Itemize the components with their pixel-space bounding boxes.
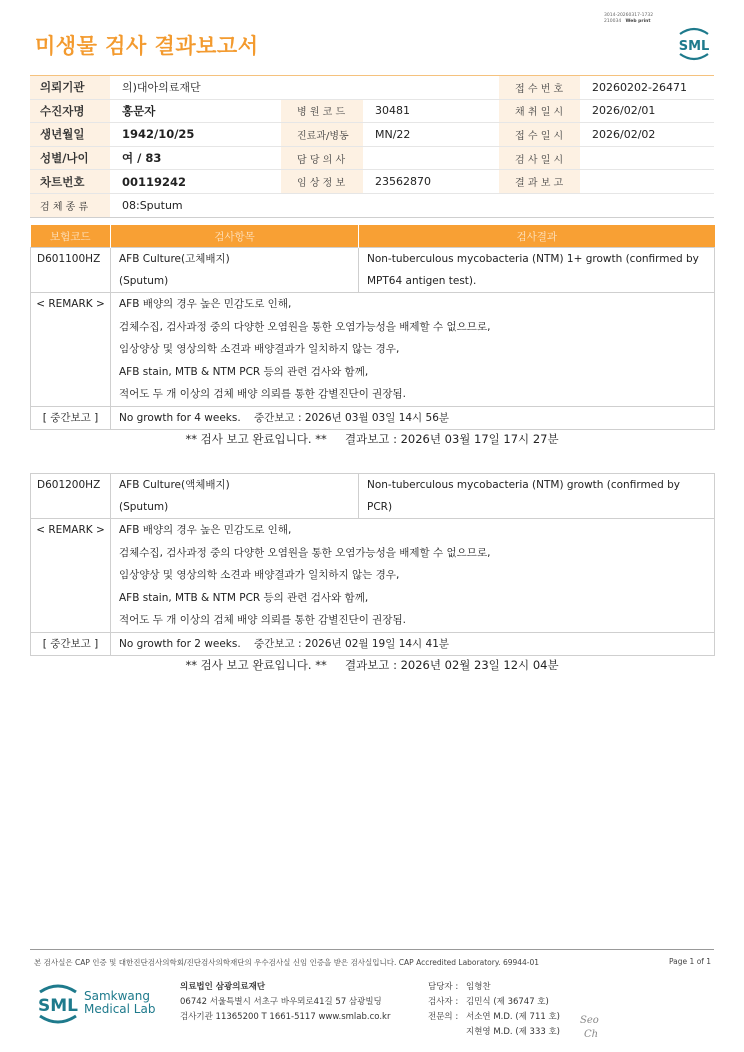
birth-value: 1942/10/25 — [110, 123, 281, 147]
interim-label: [ 중간보고 ] — [31, 632, 111, 655]
clinical-label: 임 상 정 보 — [281, 170, 363, 194]
sex-age-label: 성별/나이 — [30, 146, 110, 170]
info-row — [30, 76, 714, 100]
staff-name: 지현영 M.D. (제 333 호) — [466, 1027, 561, 1037]
test-code: D601200HZ — [31, 474, 111, 519]
test-result: Non-tuberculous mycobacteria (NTM) growth (confirmed by PCR) — [359, 474, 715, 519]
staff-name: 임형찬 — [466, 982, 491, 992]
remark-row — [31, 519, 715, 633]
institution-label: 의뢰기관 — [30, 76, 110, 100]
completion-line-1: ** 검사 보고 완료입니다. ** 결과보고 : 2026년 03월 17일 17시 27분 — [185, 432, 559, 446]
print-code: 3014-20260317-1732 — [604, 13, 654, 18]
test-code: D601100HZ — [31, 248, 111, 293]
collect-date-label: 채 취 일 시 — [499, 99, 580, 123]
completion-line-2: ** 검사 보고 완료입니다. ** 결과보고 : 2026년 02월 23일 12시 04분 — [185, 658, 559, 672]
test-item: AFB Culture(액체배지) (Sputum) — [111, 474, 359, 519]
interim-text: No growth for 2 weeks. 중간보고 : 2026년 02월 19일 14시 41분 — [111, 632, 715, 655]
sml-logo-icon — [675, 26, 713, 66]
patient-info-table — [30, 75, 714, 218]
receipt-no-label: 접 수 번 호 — [499, 76, 580, 100]
patient-value: 홍문자 — [110, 99, 281, 123]
interim-row — [31, 632, 715, 655]
logo-text: SML — [678, 39, 710, 54]
chart-label: 차트번호 — [30, 170, 110, 194]
staff-label: 전문의 : — [428, 1012, 459, 1022]
org-street: 06742 서울특별시 서초구 바우뫼로41길 57 삼광빌딩 — [180, 997, 382, 1007]
remark-label: < REMARK > — [31, 293, 111, 407]
report-title: 미생물 검사 결과보고서 — [35, 34, 259, 58]
result-table-1 — [30, 225, 715, 430]
test-row — [31, 474, 715, 519]
staff-list — [428, 980, 560, 1040]
chart-value: 00119242 — [110, 170, 281, 194]
column-code-header: 보험코드 — [31, 225, 111, 248]
footer-divider — [30, 949, 714, 950]
test-date-label: 검 사 일 시 — [499, 146, 580, 170]
staff-name: 김민식 (제 36747 호) — [466, 997, 549, 1007]
institution-value: 의)대아의료재단 — [110, 76, 499, 100]
doctor-label: 담 당 의 사 — [281, 146, 363, 170]
remark-text: AFB 배양의 경우 높은 민감도로 인해, 검체수집, 검사과정 중의 다양한 오염원을 통한 오염가능성을 배제할 수 없으므로, 임상양상 및 영상의학 소견과 배양결과가 일치하지 않는 경우, AFB stain, MTB & NTM PCR 등의 관련 검사와 함께, 적어도 두 개 이상의 검체 배양 의뢰를 통한 감별진단이 권장됨. — [111, 519, 715, 633]
doctor-value — [363, 146, 499, 170]
print-id — [604, 13, 653, 25]
test-result: Non-tuberculous mycobacteria (NTM) 1+ growth (confirmed by MPT64 antigen test). — [359, 248, 715, 293]
receipt-date-label: 접 수 일 시 — [499, 123, 580, 147]
collect-date-value: 2026/02/01 — [580, 99, 714, 123]
info-row — [30, 99, 714, 123]
print-sub: 210034 — [604, 19, 622, 24]
staff-label: 담당자 : — [428, 982, 459, 992]
remark-text: AFB 배양의 경우 높은 민감도로 인해, 검체수집, 검사과정 중의 다양한 오염원을 통한 오염가능성을 배제할 수 없으므로, 임상양상 및 영상의학 소견과 배양결과가 일치하지 않는 경우, AFB stain, MTB & NTM PCR 등의 관련 검사와 함께, 적어도 두 개 이상의 검체 배양 의뢰를 통한 감별진단이 권장됨. — [111, 293, 715, 407]
info-row — [30, 146, 714, 170]
footer-logo-text: SML — [38, 996, 78, 1016]
patient-label: 수진자명 — [30, 99, 110, 123]
result-table-2 — [30, 473, 715, 656]
ward-code-label: 병 원 코 드 — [281, 99, 363, 123]
info-row — [30, 123, 714, 147]
column-result-header: 검사결과 — [359, 225, 715, 248]
test-item: AFB Culture(고체배지) (Sputum) — [111, 248, 359, 293]
specimen-value: 08:Sputum — [110, 193, 714, 217]
samkwang-logo-icon — [34, 982, 82, 1030]
sex-age-value: 여 / 83 — [110, 146, 281, 170]
remark-label: < REMARK > — [31, 519, 111, 633]
signature-image — [578, 1011, 618, 1045]
report-date-label: 결 과 보 고 — [499, 170, 580, 194]
page-number: Page 1 of 1 — [669, 957, 712, 966]
signature-text: Ch — [584, 1029, 599, 1040]
staff-label: 검사자 : — [428, 997, 459, 1007]
info-row — [30, 193, 714, 217]
test-row — [31, 248, 715, 293]
org-name: 의료법인 삼광의료재단 — [180, 982, 266, 992]
info-row — [30, 170, 714, 194]
accreditation-note: 본 검사실은 CAP 인증 및 대한진단검사의학회/진단검사의학재단의 우수검사실 신임 인증을 받은 검사실입니다. CAP Accredited Laboratory. 69944-01 — [34, 958, 540, 967]
org-contact: 검사기관 11365200 T 1661-5117 www.smlab.co.kr — [180, 1012, 391, 1022]
birth-label: 생년월일 — [30, 123, 110, 147]
print-label: Web print — [625, 19, 651, 24]
ward-code-value: 30481 — [363, 99, 499, 123]
column-item-header: 검사항목 — [111, 225, 359, 248]
interim-row — [31, 406, 715, 429]
dept-label: 진료과/병동 — [281, 123, 363, 147]
remark-row — [31, 293, 715, 407]
test-date-value — [580, 146, 714, 170]
org-address — [180, 980, 390, 1025]
specimen-label: 검 체 종 류 — [30, 193, 110, 217]
receipt-no-value: 20260202-26471 — [580, 76, 714, 100]
interim-label: [ 중간보고 ] — [31, 406, 111, 429]
interim-text: No growth for 4 weeks. 중간보고 : 2026년 03월 03일 14시 56분 — [111, 406, 715, 429]
report-date-value — [580, 170, 714, 194]
staff-name: 서소연 M.D. (제 711 호) — [466, 1012, 561, 1022]
clinical-value: 23562870 — [363, 170, 499, 194]
dept-value: MN/22 — [363, 123, 499, 147]
receipt-date-value: 2026/02/02 — [580, 123, 714, 147]
result-header-row — [31, 225, 715, 248]
signature-text: Seo — [580, 1015, 599, 1026]
lab-name: Samkwang Medical Lab — [84, 989, 156, 1016]
